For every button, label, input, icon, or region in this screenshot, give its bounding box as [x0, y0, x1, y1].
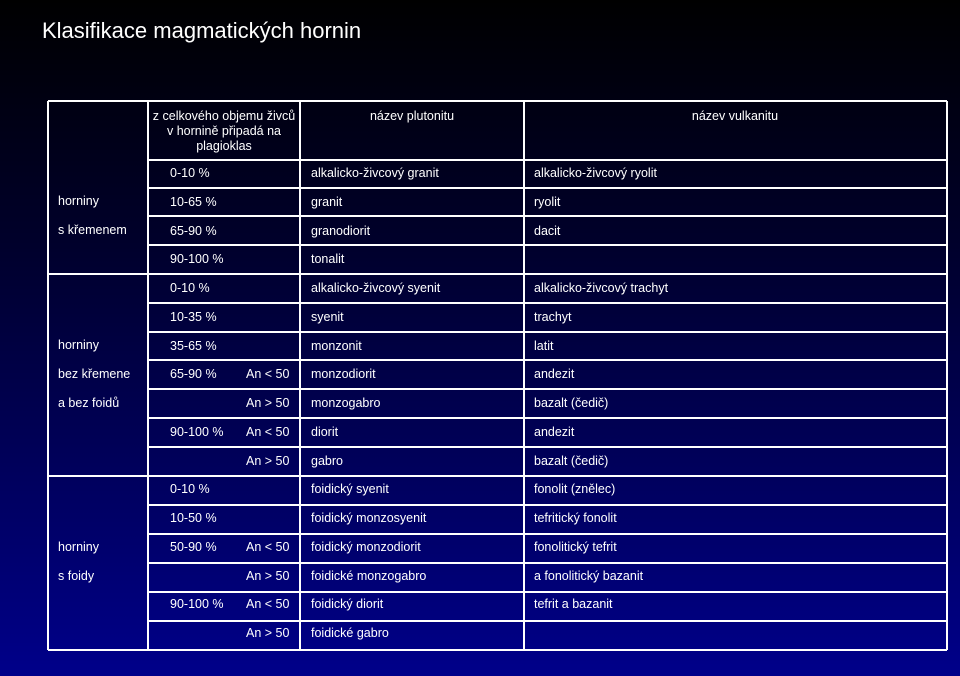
- group-foids-line2: s foidy: [58, 569, 95, 583]
- anorthite-content: An > 50: [246, 568, 290, 583]
- anorthite-content: An > 50: [246, 453, 290, 468]
- plagioclase-percent: 90-100 %: [170, 424, 224, 439]
- plutonite-name: granodiorit: [311, 223, 371, 238]
- volcanite-name: fonolitický tefrit: [534, 539, 617, 554]
- volcanite-name: a fonolitický bazanit: [534, 568, 644, 583]
- volcanite-name: latit: [534, 338, 554, 353]
- volcanite-name: andezit: [534, 367, 575, 382]
- plagioclase-percent: 0-10 %: [170, 166, 210, 180]
- plagioclase-percent: 10-65 %: [170, 194, 217, 209]
- plagioclase-percent: 50-90 %: [170, 539, 217, 554]
- anorthite-content: An < 50: [246, 539, 290, 554]
- plagioclase-percent: 90-100 %: [170, 252, 224, 267]
- volcanite-name: alkalicko-živcový ryolit: [534, 166, 657, 180]
- plutonite-name: diorit: [311, 424, 339, 439]
- plagioclase-percent: 0-10 %: [170, 281, 210, 295]
- volcanite-name: ryolit: [534, 194, 561, 209]
- volcanite-name: tefrit a bazanit: [534, 597, 613, 612]
- plagioclase-percent: 90-100 %: [170, 597, 224, 612]
- group-foids-line1: horniny: [58, 540, 99, 554]
- plutonite-name: tonalit: [311, 252, 345, 267]
- anorthite-content: An < 50: [246, 597, 290, 612]
- group-quartz-line2: s křemenem: [58, 223, 127, 237]
- volcanite-name: trachyt: [534, 309, 572, 324]
- plutonite-name: granit: [311, 194, 343, 209]
- group-no-quartz-line2: bez křemene: [58, 367, 131, 381]
- plutonite-name: gabro: [311, 453, 343, 468]
- plagioclase-percent: 10-50 %: [170, 511, 217, 525]
- plutonite-name: foidický monzodiorit: [311, 539, 421, 554]
- plutonite-name: foidický diorit: [311, 597, 384, 612]
- plutonite-name: monzonit: [311, 338, 362, 353]
- anorthite-content: An > 50: [246, 626, 290, 640]
- anorthite-content: An < 50: [246, 367, 290, 382]
- anorthite-content: An > 50: [246, 396, 290, 410]
- plagioclase-percent: 10-35 %: [170, 309, 217, 324]
- anorthite-content: An < 50: [246, 424, 290, 439]
- plagioclase-percent: 35-65 %: [170, 338, 217, 353]
- plagioclase-percent: 65-90 %: [170, 223, 217, 238]
- volcanite-name: bazalt (čedič): [534, 396, 609, 410]
- volcanite-name: dacit: [534, 223, 561, 238]
- group-quartz-line1: horniny: [58, 194, 99, 208]
- volcanite-name: bazalt (čedič): [534, 453, 609, 468]
- plutonite-name: foidické gabro: [311, 626, 389, 640]
- group-no-quartz-line3: a bez foidů: [58, 396, 120, 410]
- plutonite-name: foidický syenit: [311, 482, 389, 497]
- volcanite-name: alkalicko-živcový trachyt: [534, 281, 669, 295]
- plutonite-name: foidický monzosyenit: [311, 511, 427, 525]
- header-plagioclase: z celkového objemu živců v hornině připadá na plagioklas: [152, 109, 296, 153]
- plutonite-name: monzodiorit: [311, 367, 376, 382]
- header-volcanite: název vulkanitu: [691, 109, 779, 123]
- page-title: Klasifikace magmatických hornin: [42, 18, 362, 43]
- volcanite-name: fonolit (znělec): [534, 482, 616, 497]
- header-plutonite: název plutonitu: [369, 109, 455, 123]
- plutonite-name: alkalicko-živcový granit: [311, 166, 439, 180]
- plutonite-name: alkalicko-živcový syenit: [311, 281, 441, 295]
- plutonite-name: syenit: [311, 309, 344, 324]
- plagioclase-percent: 0-10 %: [170, 482, 210, 497]
- plutonite-name: foidické monzogabro: [311, 568, 427, 583]
- plutonite-name: monzogabro: [311, 396, 381, 410]
- volcanite-name: andezit: [534, 424, 575, 439]
- volcanite-name: tefritický fonolit: [534, 511, 617, 525]
- group-no-quartz-line1: horniny: [58, 338, 99, 352]
- plagioclase-percent: 65-90 %: [170, 367, 217, 382]
